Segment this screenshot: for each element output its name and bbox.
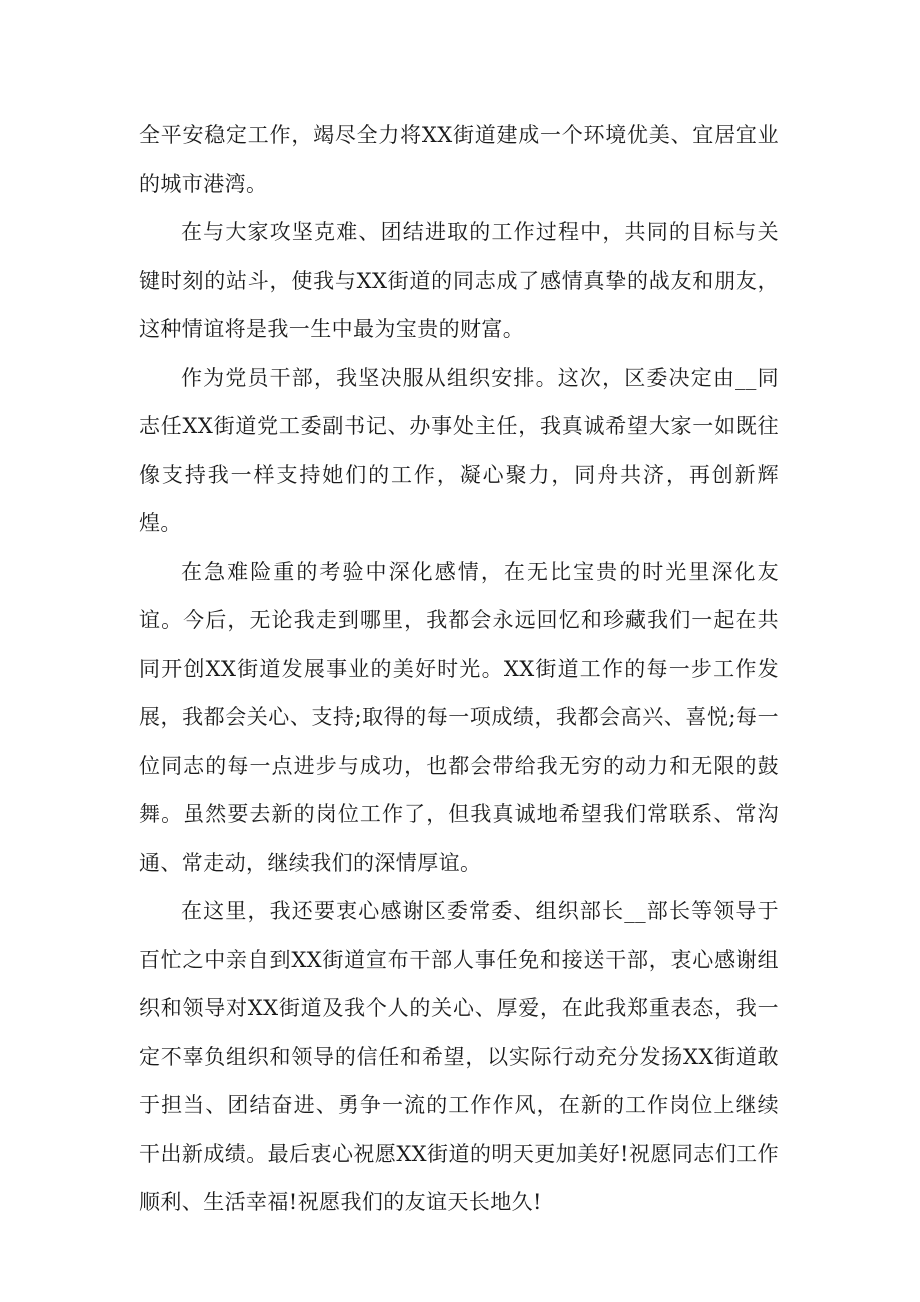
paragraph-4: 在急难险重的考验中深化感情，在无比宝贵的时光里深化友谊。今后，无论我走到哪里，我都会永远回忆和珍藏我们一起在共同开创XX街道发展事业的美好时光。XX街道工作的每一步工作发展，我都会关心、支持;取得的每一项成绩，我都会高兴、喜悦;每一位同志的每一点进步与成功，也都会带给我无穷的动力和无限的鼓舞。虽然要去新的岗位工作了，但我真诚地希望我们常联系、常沟通、常走动，继续我们的深情厚谊。 — [139, 559, 779, 875]
paragraph-5: 在这里，我还要衷心感谢区委常委、组织部长__部长等领导于百忙之中亲自到XX街道宣布干部人事任免和接送干部，衷心感谢组织和领导对XX街道及我个人的关心、厚爱，在此我郑重表态，我一定不辜负组织和领导的信任和希望，以实际行动充分发扬XX街道敢于担当、团结奋进、勇争一流的工作作风，在新的工作岗位上继续干出新成绩。最后衷心祝愿XX街道的明天更加美好!祝愿同志们工作顺利、生活幸福!祝愿我们的友谊天长地久! — [139, 899, 779, 1214]
paragraph-1: 全平安稳定工作，竭尽全力将XX街道建成一个环境优美、宜居宜业的城市港湾。 — [139, 123, 779, 196]
document-body — [139, 111, 779, 1227]
paragraph-2: 在与大家攻坚克难、团结进取的工作过程中，共同的目标与关键时刻的站斗，使我与XX街道的同志成了感情真挚的战友和朋友，这种情谊将是我一生中最为宝贵的财富。 — [139, 220, 779, 341]
paragraph-3: 作为党员干部，我坚决服从组织安排。这次，区委决定由__同志任XX街道党工委副书记、办事处主任，我真诚希望大家一如既往像支持我一样支持她们的工作，凝心聚力，同舟共济，再创新辉煌。 — [139, 365, 779, 535]
